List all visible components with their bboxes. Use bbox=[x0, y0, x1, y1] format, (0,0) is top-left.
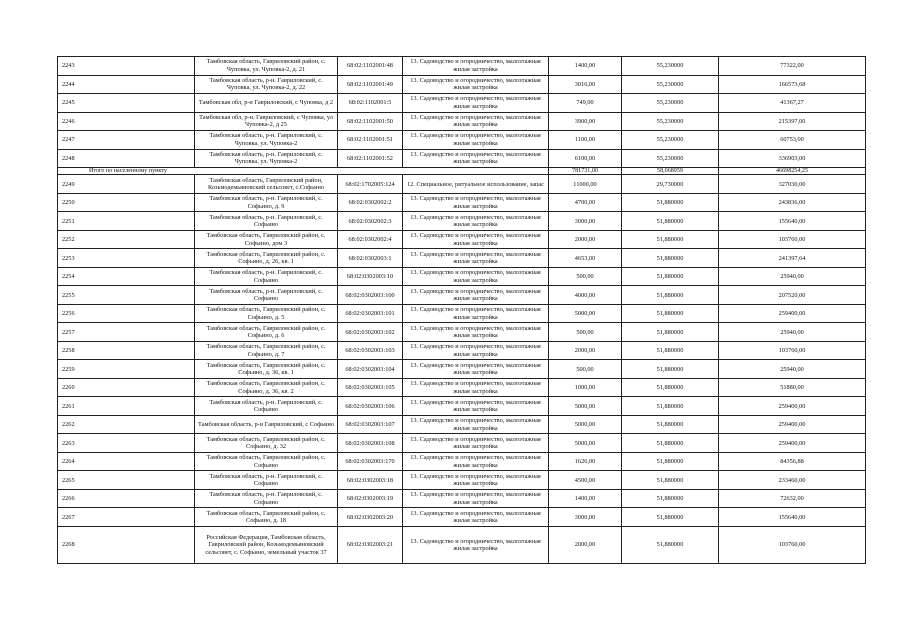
row-number: 2259 bbox=[58, 360, 195, 379]
row-specific-value: 55,230000 bbox=[622, 112, 719, 131]
table-row bbox=[58, 149, 866, 168]
row-address: Тамбовская область, р-н. Гавриловский, с. Софьино bbox=[195, 489, 338, 508]
row-specific-value: 51,880000 bbox=[622, 526, 719, 563]
row-address: Тамбовская область, р-н. Гавриловский, с. Софьино bbox=[195, 212, 338, 231]
table-body-section-2 bbox=[58, 175, 866, 527]
row-land-use: 13. Садоводство и огородничество, малоэтажная жилая застройка bbox=[403, 341, 549, 360]
row-specific-value: 51,880000 bbox=[622, 360, 719, 379]
row-land-use: 13. Садоводство и огородничество, малоэтажная жилая застройка bbox=[403, 131, 549, 150]
row-cadastral-number: 68:02:0302003:102 bbox=[338, 323, 403, 342]
row-cadastral-number: 68:02:0302003:20 bbox=[338, 508, 403, 527]
row-area: 4000,00 bbox=[549, 286, 622, 305]
table-row bbox=[58, 286, 866, 305]
row-cadastral-number: 68:02:1102001:49 bbox=[338, 75, 403, 94]
row-area: 11000,00 bbox=[549, 175, 622, 194]
row-cadastral-value: 259400,00 bbox=[719, 304, 866, 323]
table-row bbox=[58, 267, 866, 286]
row-number: 2250 bbox=[58, 193, 195, 212]
row-cadastral-value: 77322,00 bbox=[719, 57, 866, 76]
row-number: 2264 bbox=[58, 452, 195, 471]
row-specific-value: 51,880000 bbox=[622, 249, 719, 268]
row-cadastral-value: 25940,00 bbox=[719, 360, 866, 379]
row-cadastral-number: 68:02:0302003:105 bbox=[338, 378, 403, 397]
row-number: 2246 bbox=[58, 112, 195, 131]
subtotal-label: Итого по населенному пункту bbox=[58, 168, 549, 175]
row-cadastral-number: 68:02:0302003:21 bbox=[338, 526, 403, 563]
table-row bbox=[58, 112, 866, 131]
row-area: 5000,00 bbox=[549, 434, 622, 453]
row-land-use: 13. Садоводство и огородничество, малоэтажная жилая застройка bbox=[403, 212, 549, 231]
row-cadastral-value: 243836,00 bbox=[719, 193, 866, 212]
row-specific-value: 55,230000 bbox=[622, 75, 719, 94]
row-specific-value: 51,880000 bbox=[622, 471, 719, 490]
row-specific-value: 51,880000 bbox=[622, 286, 719, 305]
row-number: 2258 bbox=[58, 341, 195, 360]
row-specific-value: 55,230000 bbox=[622, 149, 719, 168]
row-address: Тамбовская область, Гавриловский район, с. Софьино bbox=[195, 452, 338, 471]
row-specific-value: 51,880000 bbox=[622, 397, 719, 416]
row-address: Тамбовская область, Гавриловский район, Козьмодемьяновский сельсовет, с.Софьино bbox=[195, 175, 338, 194]
row-specific-value: 51,880000 bbox=[622, 267, 719, 286]
row-cadastral-number: 68:02:0302003:108 bbox=[338, 434, 403, 453]
row-cadastral-value: 166573,68 bbox=[719, 75, 866, 94]
row-cadastral-value: 103760,00 bbox=[719, 526, 866, 563]
row-address: Тамбовская область, Гавриловский район, с. Чуповка, ул. Чуповка-2, д. 21 bbox=[195, 57, 338, 76]
row-area: 5000,00 bbox=[549, 415, 622, 434]
table-row bbox=[58, 212, 866, 231]
row-cadastral-value: 259400,00 bbox=[719, 434, 866, 453]
row-cadastral-value: 41367,27 bbox=[719, 94, 866, 113]
row-land-use: 13. Садоводство и огородничество, малоэтажная жилая застройка bbox=[403, 286, 549, 305]
row-cadastral-number: 68:02:0302003:1 bbox=[338, 249, 403, 268]
row-cadastral-value: 72632,00 bbox=[719, 489, 866, 508]
row-cadastral-value: 60753,00 bbox=[719, 131, 866, 150]
row-land-use: 13. Садоводство и огородничество, малоэтажная жилая застройка bbox=[403, 452, 549, 471]
row-area: 4500,00 bbox=[549, 471, 622, 490]
row-address: Тамбовская область, р-н. Гавриловский, с. Чуповка, ул. Чуповка-2, д. 22 bbox=[195, 75, 338, 94]
row-number: 2254 bbox=[58, 267, 195, 286]
row-cadastral-number: 68:02:1102001:50 bbox=[338, 112, 403, 131]
row-address: Тамбовская обл, р-н Гавриловский, с Чуповка, д 2 bbox=[195, 94, 338, 113]
row-land-use: 13. Садоводство и огородничество, малоэтажная жилая застройка bbox=[403, 94, 549, 113]
row-specific-value: 29,730000 bbox=[622, 175, 719, 194]
row-land-use: 13. Садоводство и огородничество, малоэтажная жилая застройка bbox=[403, 304, 549, 323]
row-specific-value: 51,880000 bbox=[622, 212, 719, 231]
row-specific-value: 51,880000 bbox=[622, 489, 719, 508]
table-last-section bbox=[58, 526, 866, 563]
row-cadastral-value: 103760,00 bbox=[719, 230, 866, 249]
table-row bbox=[58, 341, 866, 360]
row-area: 1400,00 bbox=[549, 489, 622, 508]
row-address: Тамбовская область, Гавриловский район, с. Софьино, д. 26, кв. 1 bbox=[195, 249, 338, 268]
row-number: 2245 bbox=[58, 94, 195, 113]
row-cadastral-value: 233460,00 bbox=[719, 471, 866, 490]
row-address: Тамбовская область, р-н. Гавриловский, с. Чуповка, ул. Чуповка-2 bbox=[195, 131, 338, 150]
row-cadastral-number: 68:02:0302002:2 bbox=[338, 193, 403, 212]
row-address: Тамбовская область, р-н. Гавриловский, с. Чуповка, ул. Чуповка-2 bbox=[195, 149, 338, 168]
row-address: Тамбовская область, Гавриловский район, с. Софьино, д. 7 bbox=[195, 341, 338, 360]
row-number: 2247 bbox=[58, 131, 195, 150]
row-specific-value: 51,880000 bbox=[622, 508, 719, 527]
row-land-use: 13. Садоводство и огородничество, малоэтажная жилая застройка bbox=[403, 249, 549, 268]
row-number: 2268 bbox=[58, 526, 195, 563]
row-cadastral-value: 215397,00 bbox=[719, 112, 866, 131]
row-address: Тамбовская область, Гавриловский район, с. Софьино, д. 5 bbox=[195, 304, 338, 323]
row-number: 2265 bbox=[58, 471, 195, 490]
row-specific-value: 51,880000 bbox=[622, 341, 719, 360]
row-address: Тамбовская область, Гавриловский район, с. Софьино, дом 3 bbox=[195, 230, 338, 249]
row-specific-value: 55,230000 bbox=[622, 131, 719, 150]
row-number: 2267 bbox=[58, 508, 195, 527]
subtotal-row bbox=[58, 168, 866, 175]
row-number: 2255 bbox=[58, 286, 195, 305]
subtotal-rate: 58,068959 bbox=[622, 168, 719, 175]
row-area: 5000,00 bbox=[549, 304, 622, 323]
row-cadastral-value: 241397,64 bbox=[719, 249, 866, 268]
table-row bbox=[58, 489, 866, 508]
row-number: 2257 bbox=[58, 323, 195, 342]
row-cadastral-value: 155640,00 bbox=[719, 212, 866, 231]
row-area: 4700,00 bbox=[549, 193, 622, 212]
row-land-use: 13. Садоводство и огородничество, малоэтажная жилая застройка bbox=[403, 75, 549, 94]
row-land-use: 13. Садоводство и огородничество, малоэтажная жилая застройка bbox=[403, 149, 549, 168]
row-number: 2260 bbox=[58, 378, 195, 397]
row-cadastral-value: 25940,00 bbox=[719, 267, 866, 286]
row-address: Тамбовская обл, р-н. Гавриловский, с Чуповка, ул Чуповка-2, д 25 bbox=[195, 112, 338, 131]
row-cadastral-number: 68:02:0302003:170 bbox=[338, 452, 403, 471]
row-cadastral-number: 68:02:0302003:107 bbox=[338, 415, 403, 434]
row-cadastral-value: 84356,88 bbox=[719, 452, 866, 471]
row-address: Тамбовская область, р-н Гавриловский, с Софьино bbox=[195, 415, 338, 434]
subtotal-area: 781731,00 bbox=[549, 168, 622, 175]
row-cadastral-number: 68:02:1102001:51 bbox=[338, 131, 403, 150]
row-specific-value: 51,880000 bbox=[622, 378, 719, 397]
table-row bbox=[58, 397, 866, 416]
row-area: 2000,00 bbox=[549, 526, 622, 563]
row-land-use: 13. Садоводство и огородничество, малоэтажная жилая застройка bbox=[403, 230, 549, 249]
row-cadastral-number: 68:02:0302003:19 bbox=[338, 489, 403, 508]
row-address: Тамбовская область, Гавриловский район, с. Софьино, д. 6 bbox=[195, 323, 338, 342]
row-land-use: 13. Садоводство и огородничество, малоэтажная жилая застройка bbox=[403, 415, 549, 434]
row-land-use: 13. Садоводство и огородничество, малоэтажная жилая застройка bbox=[403, 57, 549, 76]
table-row bbox=[58, 249, 866, 268]
row-cadastral-value: 155640,00 bbox=[719, 508, 866, 527]
table-row bbox=[58, 230, 866, 249]
row-land-use: 13. Садоводство и огородничество, малоэтажная жилая застройка bbox=[403, 489, 549, 508]
row-area: 5000,00 bbox=[549, 397, 622, 416]
row-land-use: 13. Садоводство и огородничество, малоэтажная жилая застройка bbox=[403, 267, 549, 286]
row-number: 2266 bbox=[58, 489, 195, 508]
row-cadastral-value: 207520,00 bbox=[719, 286, 866, 305]
row-land-use: 13. Садоводство и огородничество, малоэтажная жилая застройка bbox=[403, 508, 549, 527]
row-specific-value: 51,880000 bbox=[622, 230, 719, 249]
row-cadastral-number: 68:02:0302003:101 bbox=[338, 304, 403, 323]
row-specific-value: 51,880000 bbox=[622, 452, 719, 471]
row-cadastral-value: 103760,00 bbox=[719, 341, 866, 360]
row-address: Тамбовская область, Гавриловский район, с. Софьино, д. 18 bbox=[195, 508, 338, 527]
row-address: Тамбовская область, р-н. Гавриловский, с. Софьино bbox=[195, 286, 338, 305]
row-address: Тамбовская область, Гавриловский район, с. Софьино, д. 32 bbox=[195, 434, 338, 453]
table-row bbox=[58, 360, 866, 379]
row-area: 500,00 bbox=[549, 360, 622, 379]
table-row bbox=[58, 452, 866, 471]
row-cadastral-value: 327030,00 bbox=[719, 175, 866, 194]
row-address: Тамбовская область, р-н. Гавриловский, с. Софьино, д. 9 bbox=[195, 193, 338, 212]
row-area: 1400,00 bbox=[549, 57, 622, 76]
row-area: 3000,00 bbox=[549, 508, 622, 527]
table-row bbox=[58, 304, 866, 323]
row-land-use: 13. Садоводство и огородничество, малоэтажная жилая застройка bbox=[403, 471, 549, 490]
table-row bbox=[58, 94, 866, 113]
table-row bbox=[58, 131, 866, 150]
row-number: 2253 bbox=[58, 249, 195, 268]
table-row bbox=[58, 193, 866, 212]
row-cadastral-number: 68:02:0302003:106 bbox=[338, 397, 403, 416]
document-page bbox=[57, 56, 865, 564]
row-area: 1626,00 bbox=[549, 452, 622, 471]
cadastral-value-table bbox=[57, 56, 866, 564]
table-row bbox=[58, 415, 866, 434]
table-row bbox=[58, 526, 866, 563]
row-land-use: 12. Специальное, ритуальное использование, запас bbox=[403, 175, 549, 194]
row-area: 3000,00 bbox=[549, 212, 622, 231]
table-subtotal-section bbox=[58, 168, 866, 175]
row-land-use: 13. Садоводство и огородничество, малоэтажная жилая застройка bbox=[403, 397, 549, 416]
row-specific-value: 51,880000 bbox=[622, 304, 719, 323]
table-row bbox=[58, 508, 866, 527]
row-specific-value: 51,880000 bbox=[622, 323, 719, 342]
row-address: Тамбовская область, р-н. Гавриловский, с. Софьино bbox=[195, 471, 338, 490]
row-cadastral-value: 259400,00 bbox=[719, 415, 866, 434]
table-body-section-1 bbox=[58, 57, 866, 168]
row-land-use: 13. Садоводство и огородничество, малоэтажная жилая застройка bbox=[403, 434, 549, 453]
table-row bbox=[58, 323, 866, 342]
row-number: 2251 bbox=[58, 212, 195, 231]
table-row bbox=[58, 57, 866, 76]
row-cadastral-number: 68:02:1102001:5 bbox=[338, 94, 403, 113]
row-specific-value: 51,880000 bbox=[622, 415, 719, 434]
row-land-use: 13. Садоводство и огородничество, малоэтажная жилая застройка bbox=[403, 526, 549, 563]
row-land-use: 13. Садоводство и огородничество, малоэтажная жилая застройка bbox=[403, 378, 549, 397]
row-cadastral-number: 68:02:0302003:18 bbox=[338, 471, 403, 490]
table-row bbox=[58, 75, 866, 94]
row-address: Тамбовская область, Гавриловский район, с. Софьино, д. 36, кв. 2 bbox=[195, 378, 338, 397]
row-area: 500,00 bbox=[549, 267, 622, 286]
row-cadastral-number: 68:02:1102001:48 bbox=[338, 57, 403, 76]
row-cadastral-value: 259400,00 bbox=[719, 397, 866, 416]
row-number: 2248 bbox=[58, 149, 195, 168]
row-address: Российская Федерация, Тамбовская область, Гавриловский район, Козьмодемьяновский сельсовет, с. Софьино, земельный участок 37 bbox=[195, 526, 338, 563]
row-address: Тамбовская область, Гавриловский район, с. Софьино, д. 36, кв. 1 bbox=[195, 360, 338, 379]
row-area: 6100,00 bbox=[549, 149, 622, 168]
row-number: 2263 bbox=[58, 434, 195, 453]
row-number: 2261 bbox=[58, 397, 195, 416]
row-area: 1100,00 bbox=[549, 131, 622, 150]
row-number: 2256 bbox=[58, 304, 195, 323]
row-area: 500,00 bbox=[549, 323, 622, 342]
row-cadastral-number: 68:02:1702005:124 bbox=[338, 175, 403, 194]
row-specific-value: 55,230000 bbox=[622, 57, 719, 76]
row-cadastral-number: 68:02:0302003:103 bbox=[338, 341, 403, 360]
row-area: 3900,00 bbox=[549, 112, 622, 131]
row-cadastral-value: 336903,00 bbox=[719, 149, 866, 168]
row-land-use: 13. Садоводство и огородничество, малоэтажная жилая застройка bbox=[403, 360, 549, 379]
table-row bbox=[58, 175, 866, 194]
row-cadastral-value: 25940,00 bbox=[719, 323, 866, 342]
row-land-use: 13. Садоводство и огородничество, малоэтажная жилая застройка bbox=[403, 323, 549, 342]
row-address: Тамбовская область, р-н. Гавриловский, с. Софьино bbox=[195, 267, 338, 286]
row-specific-value: 51,880000 bbox=[622, 434, 719, 453]
row-area: 749,00 bbox=[549, 94, 622, 113]
row-number: 2252 bbox=[58, 230, 195, 249]
row-area: 2000,00 bbox=[549, 341, 622, 360]
row-area: 1000,00 bbox=[549, 378, 622, 397]
row-cadastral-number: 68:02:0302002:4 bbox=[338, 230, 403, 249]
row-specific-value: 51,880000 bbox=[622, 193, 719, 212]
row-cadastral-number: 68:02:0302003:100 bbox=[338, 286, 403, 305]
table-row bbox=[58, 471, 866, 490]
row-cadastral-value: 51880,00 bbox=[719, 378, 866, 397]
row-cadastral-number: 68:02:1102001:52 bbox=[338, 149, 403, 168]
row-area: 2000,00 bbox=[549, 230, 622, 249]
row-land-use: 13. Садоводство и огородничество, малоэтажная жилая застройка bbox=[403, 193, 549, 212]
row-area: 4653,00 bbox=[549, 249, 622, 268]
row-number: 2262 bbox=[58, 415, 195, 434]
row-area: 3016,00 bbox=[549, 75, 622, 94]
row-number: 2244 bbox=[58, 75, 195, 94]
row-cadastral-number: 68:02:0302003:104 bbox=[338, 360, 403, 379]
row-address: Тамбовская область, р-н. Гавриловский, с. Софьино bbox=[195, 397, 338, 416]
row-number: 2249 bbox=[58, 175, 195, 194]
row-cadastral-number: 68:02:0302003:10 bbox=[338, 267, 403, 286]
row-specific-value: 55,230000 bbox=[622, 94, 719, 113]
table-row bbox=[58, 378, 866, 397]
row-number: 2243 bbox=[58, 57, 195, 76]
table-row bbox=[58, 434, 866, 453]
subtotal-value: 46698254,25 bbox=[719, 168, 866, 175]
row-cadastral-number: 68:02:0302002:3 bbox=[338, 212, 403, 231]
row-land-use: 13. Садоводство и огородничество, малоэтажная жилая застройка bbox=[403, 112, 549, 131]
